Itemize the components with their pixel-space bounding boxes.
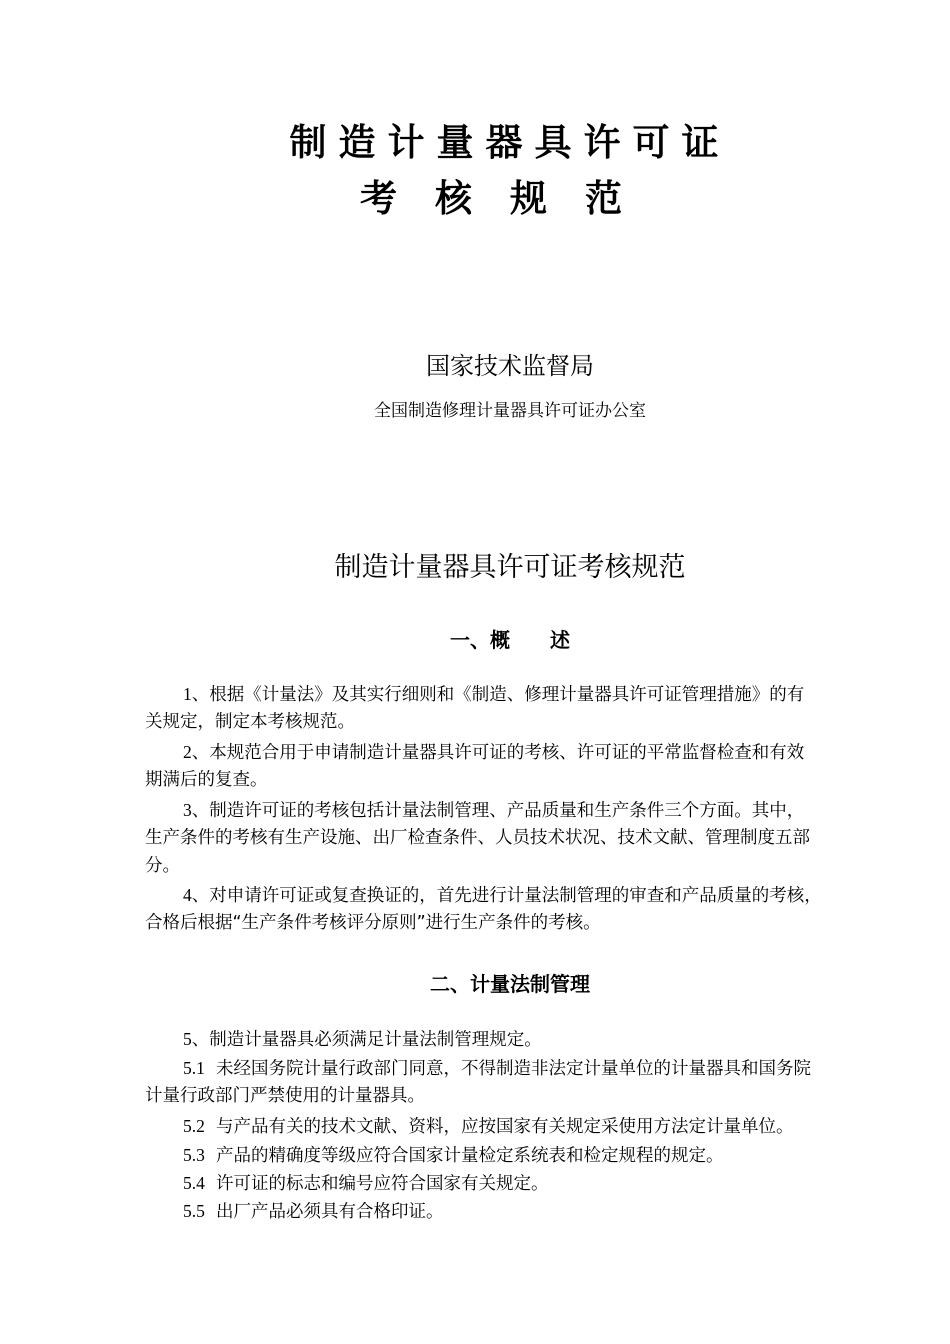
paragraph-2-line1: 2、本规范合用于申请制造计量器具许可证的考核、许可证的平常监督检查和有效 — [183, 742, 805, 763]
paragraph-5-3: 5.3 产品的精确度等级应符合国家计量检定系统表和检定规程的规定。 — [183, 1145, 724, 1166]
section1-heading — [0, 624, 950, 653]
issuer: 国家技术监督局 — [426, 352, 594, 380]
paragraph-3-line2: 生产条件的考核有生产设施、出厂检查条件、人员技术状况、技术文献、管理制度五部 — [145, 828, 810, 848]
paragraph-5-1-line2: 计量行政部门严禁使用的计量器具。 — [145, 1086, 425, 1106]
paragraph-5-1-line1: 5.1 未经国务院计量行政部门同意，不得制造非法定计量单位的计量器具和国务院 — [183, 1058, 812, 1079]
paragraph-5-4: 5.4 许可证的标志和编号应符合国家有关规定。 — [183, 1173, 549, 1194]
paragraph-3-line1: 3、制造许可证的考核包括计量法制管理、产品质量和生产条件三个方面。其中， — [183, 800, 805, 821]
paragraph-5-5: 5.5 出厂产品必须具有合格印证。 — [183, 1201, 444, 1222]
cover-title-line1: 制造计量器具许可证 — [289, 121, 731, 164]
paragraph-4-line2: 合格后根据“生产条件考核评分原则”进行生产条件的考核。 — [145, 913, 601, 933]
paragraph-5-2: 5.2 与产品有关的技术文献、资料，应按国家有关规定采使用方法定计量单位。 — [183, 1116, 794, 1137]
office: 全国制造修理计量器具许可证办公室 — [374, 401, 646, 421]
paragraph-4-line1: 4、对申请许可证或复查换证的，首先进行计量法制管理的审查和产品质量的考核， — [183, 885, 822, 906]
paragraph-2-line2: 期满后的复查。 — [145, 770, 268, 790]
paragraph-3-line3: 分。 — [145, 856, 180, 876]
document-title: 制造计量器具许可证考核规范 — [334, 552, 686, 583]
paragraph-5: 5、制造计量器具必须满足计量法制管理规定。 — [183, 1029, 542, 1050]
paragraph-1-line1: 1、根据《计量法》及其实行细则和《制造、修理计量器具许可证管理措施》的有 — [183, 684, 805, 705]
section1-heading-rest: 述 — [550, 628, 570, 652]
section2-heading: 二、计量法制管理 — [430, 972, 590, 996]
section1-heading-num: 一、概 — [450, 628, 510, 652]
paragraph-1-line2: 关规定，制定本考核规范。 — [145, 712, 355, 732]
cover-title-line2: 考核规范 — [360, 177, 660, 220]
